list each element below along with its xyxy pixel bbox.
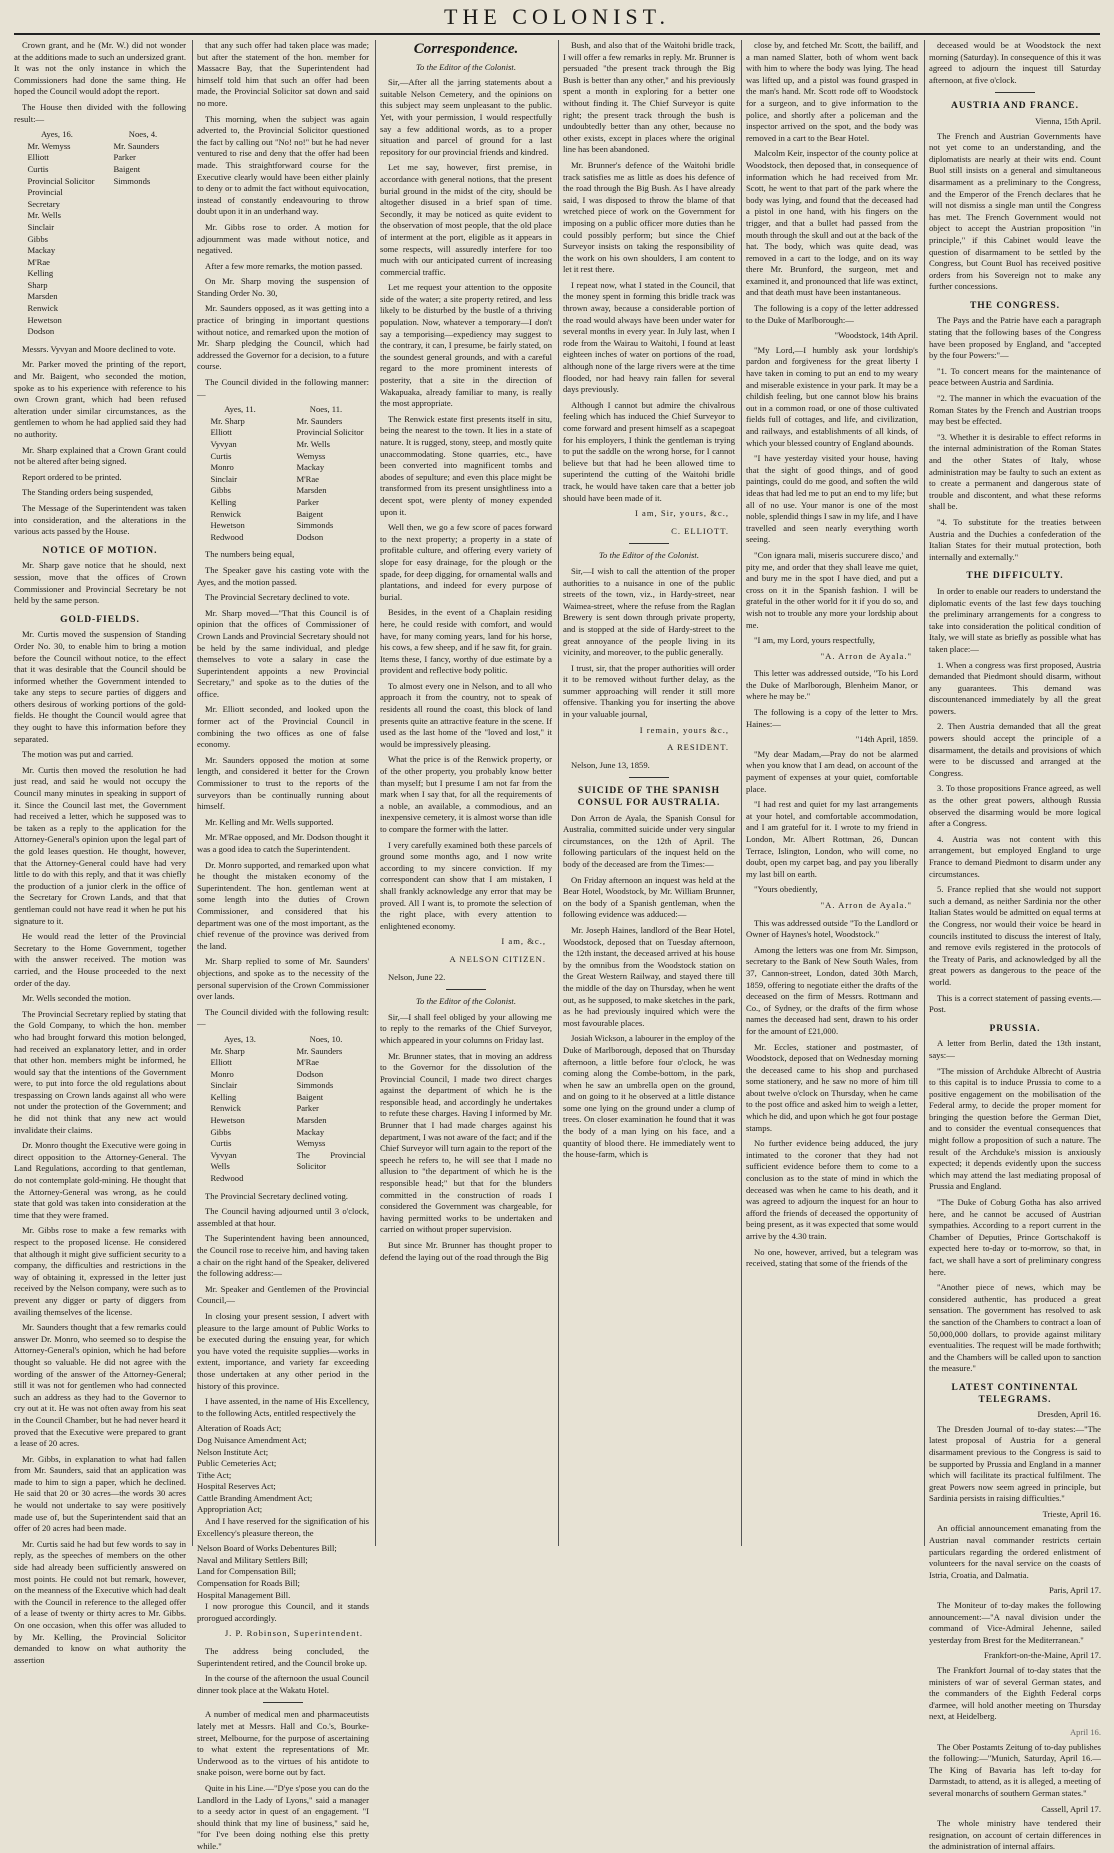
name-list xyxy=(286,1046,365,1174)
paragraph: This is a correct statement of passing events.—Post. xyxy=(929,992,1101,1015)
paragraph: And I have reserved for the signification of his Excellency's pleasure thereon, the xyxy=(197,1516,369,1538)
list-item: Vyvyan xyxy=(210,1149,237,1160)
list-item: Provincial Solicitor xyxy=(27,175,95,186)
list-item: Provincial Solicitor xyxy=(296,427,364,438)
paragraph: Mr. Gibbs, in explanation to what had fallen from Mr. Saunders, said that an application was made to him to sign a paper, which he declined. He said that 20 or 30 acres—the words 30 acres he would not undertake to say were positively made use of, but the Superintendent said that an offer of 20 acres had been made. xyxy=(14,1453,186,1534)
dateline: Frankfort-on-the-Maine, April 17. xyxy=(984,1650,1101,1661)
list-item: Renwick xyxy=(210,508,241,519)
paragraph: Bush, and also that of the Waitohi bridle track, I will offer a few remarks in reply. Mr. Brunner is persuaded "the present track through the Big Bush is better than any other," and his previously spent a month in exploring for a better one without finding it. The Chief Surveyor is quite right; the present track through the bush is undoubtedly better than any other, because no other exists, except in places where the original line has been abandoned. xyxy=(563,40,735,155)
column-divider xyxy=(192,40,193,1546)
column-2 xyxy=(197,40,369,1851)
section-heading: THE CONGRESS. xyxy=(969,300,1061,311)
paragraph: I now prorogue this Council, and it stands prorogued accordingly. xyxy=(197,1601,369,1623)
list-item: Gibbs xyxy=(210,485,231,496)
section-heading: THE DIFFICULTY. xyxy=(966,571,1064,582)
letter-closing: I am, &c., xyxy=(501,936,546,947)
paragraph: Don Arron de Ayala, the Spanish Consul for Australia, committed suicide under very singular circumstances, on the 12th of April. The following particulars of the inquest held on the body of the deceased are from the Times:— xyxy=(563,812,735,869)
name-list xyxy=(200,416,279,544)
noes-list xyxy=(286,1034,365,1185)
section-heading: AUSTRIA AND FRANCE. xyxy=(951,101,1079,112)
list-item: Hospital Management Bill. xyxy=(197,1589,291,1600)
paragraph: The Ober Postamts Zeitung of to-day publishes the following:—"Munich, Saturday, April 16.—The King of Bavaria has left to-day for Darmstadt, to attend, as it is alleged, a meeting of several monarchs of southern German states." xyxy=(929,1741,1101,1798)
noes-heading: Noes, 4. xyxy=(128,129,158,140)
paragraph: The Provincial Secretary declined voting. xyxy=(205,1190,348,1201)
name-list xyxy=(286,416,365,544)
columns xyxy=(14,40,1101,1852)
list-item: Provincial Secretary xyxy=(27,187,63,209)
paragraph: On Friday afternoon an inquest was held at the Bear Hotel, Woodstock, by Mr. William Brunner, on the body of a Spanish gentleman, when the following evidence was adduced:— xyxy=(563,874,735,920)
list-item: Curtis xyxy=(27,163,49,174)
ayes-list xyxy=(200,404,279,543)
paragraph: To almost every one in Nelson, and to all who approach it from the country, not to speak of residents all round the coast, this block of land presents quite an attractive feature in the scene. If used as the last home of the "loved and lost," it would be impressively pleasing. xyxy=(380,680,552,749)
paragraph: The following is a copy of the letter to Mrs. Haines:— xyxy=(746,707,918,729)
paragraph: Mr. Sharp gave notice that he should, next session, move that the offices of Crown Commissioner and Provincial Secretary be not held by the same person. xyxy=(14,560,186,606)
paragraph: 1. When a congress was first proposed, Austria demanded that Piedmont should disarm, without any guarantees. This demand was discountenanced immediately by all the great powers. xyxy=(929,659,1101,716)
paragraph: "The mission of Archduke Albrecht of Austria to this capital is to induce Prussia to come to a positive engagement on the mobilisation of the Federal army, to decide the proper moment for bringing the question before the German Diet, and to consider the eventual consequences that might follow a proposition of such a nature. The result of the Archduke's mission is anxiously expected; it depends evidently upon the success which may attend the last mediating proposal of Prussia and England. xyxy=(929,1065,1101,1192)
paragraph: No one, however, arrived, but a telegram was received, stating that some of the friends of the xyxy=(746,1246,918,1269)
paragraph: Mr. Wells seconded the motion. xyxy=(22,993,131,1004)
list-item: Renwick xyxy=(210,1103,241,1114)
paragraph: A number of medical men and pharmaceutists lately met at Messrs. Hall and Co.'s, Bourke-street, Melbourne, for the purpose of ascertaining to what extent the representations of Mr. Underwood as to the virtues of his antidote to snake poison, were borne out by fact. xyxy=(197,1709,369,1778)
list-item: Elliott xyxy=(27,152,49,163)
ayes-list xyxy=(17,129,96,338)
paragraph: Well then, we go a few score of paces forward to the next property; a property in a state of profitable culture, and offering every variety of slope for easy drainage, for the plough or the spade, for deep digging, for ornamental walls and plantations, and indeed for every purpose of burial. xyxy=(380,522,552,602)
paragraph: The French and Austrian Governments have not yet come to an understanding, and the diplomatists are nearly at their wits end. Count Buol still insists on a general and simultaneous disarmament as a preliminary to the Congress, and the Emperor of the French declares that he will not dismiss a single man until the Congress has met. The French Government would not object to accept the Austrian proposition "in principle," if this Cabinet would leave the question of disarmament to be settled by the Congress, but Count Buol has received positive orders from his Sovereign not to make any further concessions. xyxy=(929,130,1101,292)
list-item: Alteration of Roads Act; xyxy=(197,1423,282,1434)
list-item: Mr. Sharp xyxy=(210,1045,245,1056)
column-6 xyxy=(929,40,1101,1852)
paragraph: The Message of the Superintendent was taken into consideration, and the alterations in the various acts passed by the House. xyxy=(14,502,186,537)
list-item: Mr. Wemyss xyxy=(27,140,71,151)
list-item: Nelson Institute Act; xyxy=(197,1446,269,1457)
paragraph: Quite in his Line.—"D'ye s'pose you can do the Landlord in the Lady of Lyons," said a manager to a seedy actor in quest of an engagement. "I should think that my line of business," said he, "for I've been doing nothing else this pretty while." xyxy=(197,1782,369,1851)
list-item: Mackay xyxy=(27,245,56,256)
column-divider xyxy=(741,40,742,1546)
paragraph: Mr. Brunner states, that in moving an address to the Governor for the dissolution of the Provincial Council, I made two direct charges against the department of which he is the responsible head, and accordingly he undertakes to refute these charges. Having I informed by Mr. Brunner that I had made charges against his department, I was not aware of the fact; and if the Chief Surveyor will turn again to the report of the speech he refers to, he will see that I made no allusion to "the department of which he is the responsible head;" but that for the blunders committed in the construction of roads I considered the Government was chargeable, for having permitted works to be undertaken and carried on without proper supervision. xyxy=(380,1050,552,1235)
paragraph: I trust, sir, that the proper authorities will order it to be removed without further delay, as the summer approaching will render it still more offensive. Thanking you for inserting the above in your valuable journal, xyxy=(563,662,735,720)
list-item: Land for Compensation Bill; xyxy=(197,1566,297,1577)
list-item: Gibbs xyxy=(27,233,48,244)
list-item: Elliott xyxy=(210,1057,232,1068)
paragraph: The following is a copy of the letter addressed to the Duke of Marlborough:— xyxy=(746,303,918,325)
section-heading: NOTICE OF MOTION. xyxy=(42,545,158,556)
list-item: Wemyss xyxy=(296,1138,326,1149)
paragraph: Although I cannot but admire the chivalrous feeling which has induced the Chief Surveyor to come forward and present himself as a scapegoat for his employers, I think the gentleman is trying to put the saddle on the wrong horse, for I cannot believe but that had he been allowed time to superintend the cutting of the Waitohi bridle track, he would have taken care that a better job should have been made of it. xyxy=(563,399,735,503)
paragraph: A letter from Berlin, dated the 13th instant, says:— xyxy=(929,1038,1101,1060)
list-item: The Provincial Solicitor xyxy=(296,1149,366,1172)
list-item: Public Cemeteries Act; xyxy=(197,1458,277,1469)
list-item: Sinclair xyxy=(210,473,238,484)
signature: C. ELLIOTT. xyxy=(671,525,729,536)
paragraph: Mr. Saunders thought that a few remarks could answer Dr. Monro, who seemed so to despise the Attorney-General's opinion, which he had before thought so valuable. He did not agree with the wording of the answer of the Attorney-General; still it was not for gentlemen who had connected such an address as they had to the Governor to cry out at it. He was not often away from his seat in the Council Chamber, but he had never heard it proved that the Executive were prepared to grant a lease of 20 acres. xyxy=(14,1322,186,1449)
name-list xyxy=(17,141,96,338)
paragraph: "Another piece of news, which may be considered authentic, has produced a great sensation. The government has resolved to ask the sanction of the Chambers to contract a loan of 50,000,000 dollars, to provide against military eventualities. The request will be made forthwith; and the Chambers will be called upon to sanction the measure." xyxy=(929,1282,1101,1374)
paragraph: "Yours obediently, xyxy=(754,884,818,895)
signature: "A. Arron de Ayala." xyxy=(820,899,912,910)
list-item: Hewetson xyxy=(210,520,245,531)
list-item: Monro xyxy=(210,462,234,473)
column-divider xyxy=(558,40,559,1546)
dateline: Cassell, April 17. xyxy=(1041,1803,1101,1814)
list-item: Sinclair xyxy=(210,1080,238,1091)
list-item: Marsden xyxy=(296,1115,327,1126)
divider xyxy=(995,92,1035,93)
list-item: Mackay xyxy=(296,1126,325,1137)
paragraph: The Council having adjourned until 3 o'clock, assembled at that hour. xyxy=(197,1206,369,1228)
paragraph: I repeat now, what I stated in the Council, that the money spent in forming this bridle track was thrown away, because a considerable portion of the road would always have been under water for several months in every year. In July last, when I rode from the Wairau to Waitohi, I found at least eighteen inches of water on portions of the road, although none of the large rivers were at the time flooded, nor had heavy rain fallen for several days previously. xyxy=(563,279,735,395)
divider xyxy=(263,1702,303,1703)
list-item: Parker xyxy=(296,1103,319,1114)
paragraph: Mr. Curtis moved the suspension of Standing Order No. 30, to enable him to bring a motion before the Council without notice, to the effect that it was desirable that the Council should be informed whether the Government intended to take any steps to secure parties of diggers and others desirous of working portions of the gold-fields. He thought the Council would agree that they ought to have this information before they separated. xyxy=(14,629,186,744)
paragraph: "My Lord,—I humbly ask your lordship's pardon and forgiveness for the great liberty I have taken in coming to put an end to my weary and miserable existence in your park. It may be a childish feeling, but one cannot blow his brains out in a common road, or one of those cultivated fields full of cottages, and life, and civilization, and railways, and establishments of all kinds, of which your blessed country of England abounds. xyxy=(746,344,918,448)
paragraph: "3. Whether it is desirable to effect reforms in the internal administration of the Roman States and the other States of Italy, whose administration may be faulty to such an extent as to create a permanent and dangerous state of trouble and discontent, and what these reforms shall be. xyxy=(929,431,1101,512)
paragraph: Mr. Sharp moved—"That this Council is of opinion that the offices of Commissioner of Crown Lands and Provincial Secretary should not be held by the same individual, and pledge themselves to vote a salary in case the Superintendent appoints a new Provincial Secretary," and spoke as to the duties of the office. xyxy=(197,607,369,699)
division-list xyxy=(197,404,369,543)
paragraph: Mr. Eccles, stationer and postmaster, of Woodstock, deposed that on Wednesday morning the deceased came to his shop and purchased some stationery, and he saw no more of him till about twelve o'clock on Thursday, when he came to the post office and asked him to weigh a letter, which he did, and upon which he got four postage stamps. xyxy=(746,1041,918,1133)
dateline: "Woodstock, 14th April. xyxy=(834,330,918,341)
paragraph: Sir,—After all the jarring statements about a suitable Nelson Cemetery, and the opinions on this subject may seem unpleasant to the public. Yet, with your permission, I would respectfully say a few additional words, as to a proper situation and parcel of ground for a last repository for our provincial friends and kindred. xyxy=(380,77,552,157)
list-item: Mr. Wells xyxy=(27,210,61,221)
paragraph: 4. Austria was not content with this arrangement, but employed England to urge France to demand Piedmont to disarm under any circumstances. xyxy=(929,833,1101,879)
list-item: Mr. Saunders xyxy=(113,140,160,151)
paragraph: The Superintendent having been announced, the Council rose to receive him, and having taken a chair on the right hand of the Speaker, delivered the following address:— xyxy=(197,1233,369,1279)
paragraph: But since Mr. Brunner has thought proper to defend the laying out of the road through the Big xyxy=(380,1240,552,1262)
letter-closing: I am, Sir, yours, &c., xyxy=(635,508,729,519)
paragraph: In the course of the afternoon the usual Council dinner took place at the Wakatu Hotel. xyxy=(197,1673,369,1695)
ayes-heading: Ayes, 11. xyxy=(224,404,256,415)
acts-list xyxy=(197,1543,369,1601)
ayes-heading: Ayes, 13. xyxy=(224,1033,256,1044)
list-item: Monro xyxy=(210,1068,234,1079)
list-item: M'Rae xyxy=(296,473,319,484)
paragraph: I very carefully examined both these parcels of ground some months ago, and I now write according to my sincere conviction. If my correspondent can show that I am mistaken, I shall frankly acknowledge any error that may be proved. All I want is, to promote the selection of the right place, with every attention to enlightened economy. xyxy=(380,839,552,931)
newspaper-title: THE COLONIST. xyxy=(444,4,670,29)
paragraph: Sir,—I shall feel obliged by your allowing me to reply to the remarks of the Chief Surveyor, which appeared in your columns on Friday last. xyxy=(380,1011,552,1045)
paragraph: deceased would be at Woodstock the next morning (Saturday). In consequence of this it was agreed to adjourn the inquest till Saturday afternoon, at five o'clock. xyxy=(929,40,1101,85)
paragraph: Mr. Curtis said he had but few words to say in reply, as the speeches of members on the other side had already been sufficiently answered on most points. He could not but remark, however, on the meanness of the Executive which had dealt with the Council in reference to the alleged offer of a lease of twenty or thirty acres to Mr. Gibbs. On one occasion, when this offer was alluded to by Mr. Kelling, the Provincial Solicitor demanded to know on what authority the assertion xyxy=(14,1538,186,1665)
paragraph: No further evidence being adduced, the jury intimated to the coroner that they had not sufficient evidence before them to come to a conclusion as to the state of mind in which the deceased was when he came to his death, and it was agreed to adjourn the inquest for an hour to afford the friends of deceased the opportunity of being present, as it was expected that some would arrive by the 4.30 train. xyxy=(746,1138,918,1241)
list-item: Baigent xyxy=(113,163,141,174)
ayes-list xyxy=(200,1034,279,1185)
list-item: Elliott xyxy=(210,427,232,438)
name-list xyxy=(103,141,182,187)
paragraph: The Council divided with the following result:— xyxy=(197,1006,369,1029)
dateline: Nelson, June 22. xyxy=(388,971,446,982)
paragraph: "I have yesterday visited your house, having that the sight of good things, and of good paintings, could do me good, and soften the wild ideas that had led me to put an end to my life; but all of no use. Your manor is one of the most noble, splendid things I saw in my life, and I have travelled and seen nearly everything worth seeing. xyxy=(746,453,918,545)
paragraph: Josiah Wickson, a labourer in the employ of the Duke of Marlborough, deposed that on Thursday afternoon, a little before four o'clock, he was coming along the Combe-bottom, in the park, when he saw an umbrella open on the ground, and on going to it he observed at a little distance some one lying on the ground under a clump of trees. On closer examination he found that it was the body of a man lying on his face, and a quantity of blood there. He immediately went to the house-farm, which is xyxy=(563,1033,735,1160)
paragraph: The Provincial Secretary replied by stating that the Gold Company, to which the hon. member who had brought forward this motion belonged, had received an explanatory letter, and in order that other hon. members might be informed, he would say that the intentions of the Government were, to put into force the old regulations about trespassing on Crown lands against all who were not under the protection of the Government; and he did not think that any new act would invalidate their claims. xyxy=(14,1008,186,1135)
paragraph: Among the letters was one from Mr. Simpson, secretary to the Bank of New South Wales, from 37, Cannon-street, London, dated 30th March, 1859, offering to negotiate either the drafts of the deceased on the firm of Messrs. Rottmann and Co., of Sydney, or the drafts of the firm whose names the deceased had sent, drawn to his order for the amount of £21,000. xyxy=(746,944,918,1036)
paragraph: The Renwick estate first presents itself in situ, being the nearest to the town. It lies in a state of nature. It is rugged, stony, steep, and mostly quite unaccommodating. Stone quarries, etc., have been converted into magnificent tombs and abodes of sepulture; and even this place might be transformed from its present unsightliness into a decent spot, were plenty of money expended upon it. xyxy=(380,413,552,517)
list-item: Tithe Act; xyxy=(197,1469,232,1480)
paragraph: After a few more remarks, the motion passed. xyxy=(205,260,363,271)
paragraph: The Standing orders being suspended, xyxy=(22,487,154,498)
signature: J. P. Robinson, Superintendent. xyxy=(224,1628,363,1639)
list-item: Simmonds xyxy=(296,520,334,531)
list-item: Redwood xyxy=(210,1173,244,1184)
letter-address: To the Editor of the Colonist. xyxy=(416,996,516,1007)
list-item: Dodson xyxy=(27,326,55,337)
paragraph: Mr. Curtis then moved the resolution he had just read, and said he would not occupy the Council many minutes in speaking in support of it. Since the Council last met, the Government had received a letter, which he supposed was to be taken as a reply to the application for the Attorney-General's opinion upon the legal part of the gold leases question. He thought, however, that the Attorney-General could have had very little to do with this reply, and that it was chiefly the production of a junior clerk in the office of the Secretary for Crown Lands, and that that gentleman could not have read it when he put his signature to it. xyxy=(14,764,186,926)
paragraph: He would read the letter of the Provincial Secretary to the Home Government, together with the answer received. The motion was carried, and the House proceeded to the next order of the day. xyxy=(14,931,186,988)
column-divider xyxy=(924,40,925,1546)
letter-closing: I remain, yours &c., xyxy=(639,724,729,735)
ayes-heading: Ayes, 16. xyxy=(41,129,73,140)
column-1 xyxy=(14,40,186,1665)
list-item: Dodson xyxy=(296,1068,324,1079)
list-item: Kelling xyxy=(210,496,237,507)
noes-heading: Noes, 11. xyxy=(309,404,343,415)
paragraph: Mr. Gibbs rose to make a few remarks with respect to the proposed license. He considered that although it might give sufficient security to a company, the difficulties and restrictions in the way of obtaining it, expressed in the letter just received by the Nelson company, were such as to prevent any digger or party of diggers from availing themselves of the license. xyxy=(14,1225,186,1317)
paragraph: Mr. M'Rae opposed, and Mr. Dodson thought it was a good idea to catch the Superintendent. xyxy=(197,832,369,854)
paragraph: Mr. Saunders opposed, as it was getting into a practice of bringing in important questions without notice, and remarked upon the motion of Mr. Sharp pledging the Council, which had addressed the Governor for a decision, to a future course. xyxy=(197,303,369,372)
noes-heading: Noes, 10. xyxy=(309,1033,343,1044)
list-item: Hospital Reserves Act; xyxy=(197,1481,276,1492)
paragraph: "I am, my Lord, yours respectfully, xyxy=(754,635,875,646)
signature: A RESIDENT. xyxy=(667,742,729,753)
list-item: Sinclair xyxy=(27,221,55,232)
list-item: Dodson xyxy=(296,531,324,542)
list-item: Baigent xyxy=(296,508,324,519)
paragraph: The whole ministry have tendered their resignation, on account of certain differences in the administration of internal affairs. xyxy=(929,1818,1101,1852)
paragraph: The Frankfort Journal of to-day states that the ministers of war of several German states, and the commanders of the Eighth Federal corps d'armee, will hold another meeting on Thursday next, at Heidelberg. xyxy=(929,1665,1101,1722)
signature: "A. Arron de Ayala." xyxy=(820,650,912,661)
paragraph: close by, and fetched Mr. Scott, the bailiff, and a man named Slatter, both of whom went back with him to where the body was lying. The head was lifted up, and a pistol was found grasped in the man's hand. Mr. Scott rode off to Woodstock for a surgeon, and to give information to the police, and shortly after a policeman and the inspector arrived on the spot, and the body was removed in a cart to the Bear Hotel. xyxy=(746,40,918,143)
list-item: Gibbs xyxy=(210,1126,231,1137)
section-heading: PRUSSIA. xyxy=(989,1023,1041,1034)
paragraph: The Dresden Journal of to-day states:—"The latest proposal of Austria for a general disarmament previous to the Congress is said to be supported by Prussia and England in a manner which will facilitate its practical fulfilment. The great Powers now seem agreed in principle, but Sardinia persists in raising difficulties." xyxy=(929,1423,1101,1504)
paragraph: that any such offer had taken place was made; but after the statement of the hon. member for Massacre Bay, that the Superintendent had himself told him that such an offer had been made, the Provincial Solicitor sat down and said no more. xyxy=(197,40,369,108)
list-item: Curtis xyxy=(210,450,232,461)
paragraph: Dr. Monro supported, and remarked upon what he thought the mistaken economy of the Superintendent. The hon. gentleman went at some length into the duties of Crown Commissioner, and considered that his department was one of the most important, as the chief revenue of the province was derived from the land. xyxy=(197,859,369,951)
paragraph: 3. To those propositions France agreed, as well as the other great powers, although Russia observed the disarming would be more logical after a Congress. xyxy=(929,783,1101,829)
list-item: Nelson Board of Works Debentures Bill; xyxy=(197,1543,337,1554)
list-item: Hewetson xyxy=(27,314,62,325)
masthead-rule xyxy=(14,33,1100,35)
list-item: Vyvyan xyxy=(210,439,237,449)
list-item: Mr. Saunders xyxy=(296,1045,343,1056)
list-item: Wemyss xyxy=(296,450,326,461)
dateline: April 16. xyxy=(1069,1726,1101,1737)
paragraph: Malcolm Keir, inspector of the county police at Woodstock, then deposed that, in consequence of information which he had received from Mr. Scott, he went to that part of the park where the body was lying, and found that the deceased had a pistol in one hand, with his fingers on the trigger, and that a bullet had passed from the mouth through the skull and out at the back of the hat. The body, which was quite dead, was removed in a cart to the lodge, and on its way there Mr. Brunford, the surgeon, met and examined it, and pronounced that life was extinct, and that death must have been instantaneous. xyxy=(746,148,918,298)
list-item: Cattle Branding Amendment Act; xyxy=(197,1492,313,1503)
paragraph: Besides, in the event of a Chaplain residing here, he could reside with comfort, and would have, for many coming years, land for his horse, his cows, a few sheep, and if he saw fit, for grain. Items these, I fancy, worthy of due estimate by a provident and reflective body politic. xyxy=(380,607,552,676)
dateline: Nelson, June 13, 1859. xyxy=(571,759,650,770)
paragraph: "The Duke of Coburg Gotha has also arrived here, and he cannot be accused of Austrian sympathies. According to a report current in the Chamber of Deputies, Prince Gortschakoff is expected here to-day or to-morrow, so that, in fact, we shall have a sort of preliminary congress here. xyxy=(929,1197,1101,1277)
paragraph: On Mr. Sharp moving the suspension of Standing Order No. 30, xyxy=(197,276,369,298)
paragraph: Let me say, however, first premise, in accordance with general notions, that the present burial ground in the midst of the city, should be altogether disused in a brief span of time. Secondly, it may be noticed as quite evident to the observation of most people, that the old place of interment at the port, eligible as it appears in some respects, will assuredly interfere for too much with our anticipated current of increasing commercial traffic. xyxy=(380,162,552,277)
paragraph: "My dear Madam,—Pray do not be alarmed when you know that I am dead, on account of the payment of expenses at your quiet, comfortable place. xyxy=(746,748,918,794)
list-item: Wells xyxy=(210,1161,230,1172)
divider xyxy=(629,543,669,544)
section-heading: SUICIDE OF THE SPANISH CONSUL FOR AUSTRALIA. xyxy=(577,786,721,809)
paragraph: This was addressed outside "To the Landlord or Owner of Haynes's hotel, Woodstock." xyxy=(746,917,919,940)
paragraph: The House then divided with the following result:— xyxy=(14,101,186,124)
list-item: Simmonds xyxy=(113,175,151,186)
paragraph: 2. Then Austria demanded that all the great powers should accept the principle of a disarmament, the details and provisions of which were to be discussed and arranged at the Congress. xyxy=(929,721,1101,778)
paragraph: Crown grant, and he (Mr. W.) did not wonder at the additions made to such an undersized grant. It was not the only instance in which the Commissioners had done the same thing. He hoped the Council would adopt the report. xyxy=(14,40,186,97)
paragraph: This letter was addressed outside, "To his Lord the Duke of Marlborough, Blenheim Manor, or where he may be." xyxy=(746,668,918,702)
paragraph: "4. To substitute for the treaties between Austria and the Duchies a confederation of the Italian States for their mutual protection, both internally and externally." xyxy=(929,516,1101,562)
divider xyxy=(629,777,669,778)
list-item: Kelling xyxy=(27,268,54,279)
paragraph: The Provincial Secretary declined to vote. xyxy=(205,592,350,603)
paragraph: Mr. Speaker and Gentlemen of the Provincial Council,— xyxy=(197,1283,369,1306)
noes-list xyxy=(103,129,182,338)
paragraph: The Speaker gave his casting vote with the Ayes, and the motion passed. xyxy=(197,564,369,587)
list-item: Mr. Wells xyxy=(296,439,330,449)
column-3 xyxy=(380,40,552,1546)
signature: A NELSON CITIZEN. xyxy=(449,953,546,964)
column-divider xyxy=(375,40,376,1546)
dateline: Vienna, 15th April. xyxy=(1035,115,1101,126)
list-item: Dog Nuisance Amendment Act; xyxy=(197,1434,307,1445)
paragraph: Mr. Brunner's defence of the Waitohi bridle track satisfies me as little as does his defence of the road through the Big Bush. As I have already said, I was disposed to throw the blame of that wretched piece of work on the Government for imposing on a public officer more duties than he could possibly perform; but since the Chief Surveyor insists on taking the responsibility of the work on his own shoulders, I am content to let it rest there. xyxy=(563,159,735,275)
list-item: Mr. Sharp xyxy=(210,415,245,426)
paragraph: "Con ignara mali, miseris succurere disco,' and pity me, and order that they shall leave me quiet, and bury me in the spot I have died, and put a cross on it in the Spanish fashion. I will be grateful in the other world for it if you do so, and wish not to trouble any more your lordship about me. xyxy=(746,549,918,630)
paragraph: "1. To concert means for the maintenance of peace between Austria and Sardinia. xyxy=(929,365,1101,388)
list-item: Marsden xyxy=(296,485,327,496)
paragraph: An official announcement emanating from the Austrian naval commander restricts certain particulars regarding the ordered enlistment of volunteers for the naval service on the coasts of Istria, Croatia, and Dalmatia. xyxy=(929,1523,1101,1580)
paragraph: Sir,—I wish to call the attention of the proper authorities to a nuisance in one of the public streets of the town, viz., in Hardy-street, near Waimea-street, where the refuse from the Raglan Brewery is sent down through private property, and is stopped at the side of Hardy-street to the great annoyance of the people living in its vicinity, and moreover, to the public generally. xyxy=(563,565,735,658)
paragraph: The Moniteur of to-day makes the following announcement:—"A naval division under the command of Vice-Admiral Jehenne, sailed yesterday from Brest for the Mediterranean." xyxy=(929,1600,1101,1645)
list-item: Curtis xyxy=(210,1138,232,1149)
paragraph: Dr. Monro thought the Executive were going in direct opposition to the Attorney-General. The Land Regulations, according to that gentleman, do not contemplate gold-mining. He thought that the Attorney-General was wrong, as he could state that gold was taken into consideration at the time that they were framed. xyxy=(14,1140,186,1220)
letter-address: To the Editor of the Colonist. xyxy=(599,550,699,561)
list-item: M'Rae xyxy=(296,1057,319,1068)
dateline: "14th April, 1859. xyxy=(855,734,918,745)
paragraph: Mr. Joseph Haines, landlord of the Bear Hotel, Woodstock, deposed that on Tuesday afternoon, the 12th instant, the deceased arrived at his house by the omnibus from the Woodstock station on the Great Western Railway, and stayed there till the middle of the day on Thursday, when he went out, as he supposed, to make sketches in the park, as he had previously inquired which were the most favourable places. xyxy=(563,924,735,1028)
column-4 xyxy=(563,40,735,1546)
paragraph: The numbers being equal, xyxy=(205,549,295,560)
dateline: Dresden, April 16. xyxy=(1037,1409,1101,1420)
paragraph: Report ordered to be printed. xyxy=(22,471,122,482)
paragraph: "I had rest and quiet for my last arrangements at your hotel, and comfortable accommodation, and I am grateful for it. I wrote to my friend in London, Mr. Albert Rottman, 26, Duncan Terrace, Islington, London, who will come, no doubt, open my carpet bag, and pay you liberally my last bill on earth. xyxy=(746,799,918,879)
dateline: Trieste, April 16. xyxy=(1042,1508,1101,1519)
acts-list xyxy=(197,1423,369,1516)
list-item: Parker xyxy=(296,496,319,507)
division-list xyxy=(14,129,186,338)
dateline: Paris, April 17. xyxy=(1048,1585,1101,1596)
paragraph: 5. France replied that she would not support such a demand, as neither Sardinia nor the other Italian States would be admitted on equal terms at the Congress, nor would their voice be heard in councils instituted to discuss the interest of Italy, and remove evils registered in the protocols of the Treaty of Paris, and acknowledged by all the great powers as dangerous to the peace of the world. xyxy=(929,884,1101,987)
list-item: Sharp xyxy=(27,279,48,290)
list-item: M'Rae xyxy=(27,256,50,267)
list-item: Renwick xyxy=(27,303,58,314)
letter-address: To the Editor of the Colonist. xyxy=(416,61,516,72)
list-item: Hewetson xyxy=(210,1115,245,1126)
paragraph: Mr. Gibbs rose to order. A motion for adjournment was made without notice, and negatived. xyxy=(197,221,369,256)
list-item: Appropriation Act; xyxy=(197,1504,263,1515)
list-item: Marsden xyxy=(27,291,58,302)
name-list xyxy=(200,1046,279,1185)
paragraph: Mr. Saunders opposed the motion at some length, and considered it better for the Crown Commissioner to trust to the reports of the surveyors than be continually running about himself. xyxy=(197,754,369,812)
division-list xyxy=(197,1034,369,1185)
paragraph: What the price is of the Renwick property, or of the other property, you probably know better than myself; but I presume I am not far from the mark when I say that, for all the requirements of a noble, an available, a commodious, and an inexpensive cemetery, it is almost worse than idle to compare the former with the latter. xyxy=(380,754,552,834)
paragraph: Mr. Kelling and Mr. Wells supported. xyxy=(205,816,334,827)
paragraph: This morning, when the subject was again adverted to, the Provincial Solicitor questioned the fact by calling out "No! no!" but he had never ventured to rise and deny that the offer had been made. This straightforward course for the Executive clearly would have been either plainly to deny or to admit the fact without equivocation, instead of constantly endeavouring to throw doubt upon it in an underhand way. xyxy=(197,113,369,217)
list-item: Mr. Saunders xyxy=(296,415,343,426)
paragraph: In closing your present session, I advert with pleasure to the large amount of Public Works to be executed during the ensuing year, for which you have voted the requisite supplies—works in extent, importance, and variety far exceeding those undertaken at any other period in the history of this province. xyxy=(197,1310,369,1391)
list-item: Baigent xyxy=(296,1091,324,1102)
list-item: Kelling xyxy=(210,1091,237,1102)
paragraph: The address being concluded, the Superintendent retired, and the Council broke up. xyxy=(197,1646,369,1668)
list-item: Simmonds xyxy=(296,1080,334,1091)
paragraph: In order to enable our readers to understand the diplomatic events of the last few days touching the preliminary arrangements for a congress to take into consideration the political condition of Italy, we will state as briefly as possible what has taken place:— xyxy=(929,585,1101,654)
paragraph: The Council divided in the following manner:— xyxy=(197,377,369,399)
column-5 xyxy=(746,40,918,1546)
list-item: Naval and Military Settlers Bill; xyxy=(197,1554,308,1565)
list-item: Parker xyxy=(113,152,136,163)
section-heading: LATEST CONTINENTAL TELEGRAMS. xyxy=(951,1382,1079,1405)
paragraph: Mr. Sharp explained that a Crown Grant could not be altered after being signed. xyxy=(14,444,186,467)
paragraph: Messrs. Vyvyan and Moore declined to vote. xyxy=(22,343,176,354)
paragraph: Mr. Sharp replied to some of Mr. Saunders' objections, and spoke as to the necessity of the personal supervision of the Crown Commissioner over lands. xyxy=(197,956,369,1002)
section-heading: GOLD-FIELDS. xyxy=(60,614,140,625)
divider xyxy=(446,989,486,990)
paragraph: The Pays and the Patrie have each a paragraph stating that the following bases of the Congress have been proposed by England, and "accepted by the four Powers:"— xyxy=(929,315,1101,361)
list-item: Redwood xyxy=(210,531,244,542)
section-heading-correspondence: Correspondence. xyxy=(413,41,519,57)
masthead xyxy=(0,0,1114,34)
paragraph: "2. The manner in which the evacuation of the Roman States by the French and Austrian troops may best be effected. xyxy=(929,393,1101,427)
paragraph: Mr. Elliott seconded, and looked upon the former act of the Provincial Council in combining the two offices as one of false economy. xyxy=(197,704,369,750)
list-item: Mackay xyxy=(296,462,325,473)
paragraph: Let me request your attention to the opposite side of the water; a site property retired, and less likely to be disturbed by the bustle of a thriving population. Now, whatever a temporary—I don't say a temporising—expediency may suggest to the contrary, it can, I presume, be fairly stated, on the soundest general grounds, and with a careful regard to the more prominent interests of posterity, that a site in the direction of Wakapuaka, already familiar to many, is really the most appropriate. xyxy=(380,282,552,409)
noes-list xyxy=(286,404,365,543)
list-item: Compensation for Roads Bill; xyxy=(197,1578,300,1589)
paragraph: I have assented, in the name of His Excellency, to the following Acts, entitled respectively the xyxy=(197,1396,369,1418)
paragraph: The motion was put and carried. xyxy=(22,749,134,760)
paragraph: Mr. Parker moved the printing of the report, and Mr. Baigent, who seconded the motion, spoke as to his experience with reference to his own Crown grant, which had been refused alteration under similar circumstances, as the gentlemen to whom he had applied said they had no authority. xyxy=(14,359,186,439)
